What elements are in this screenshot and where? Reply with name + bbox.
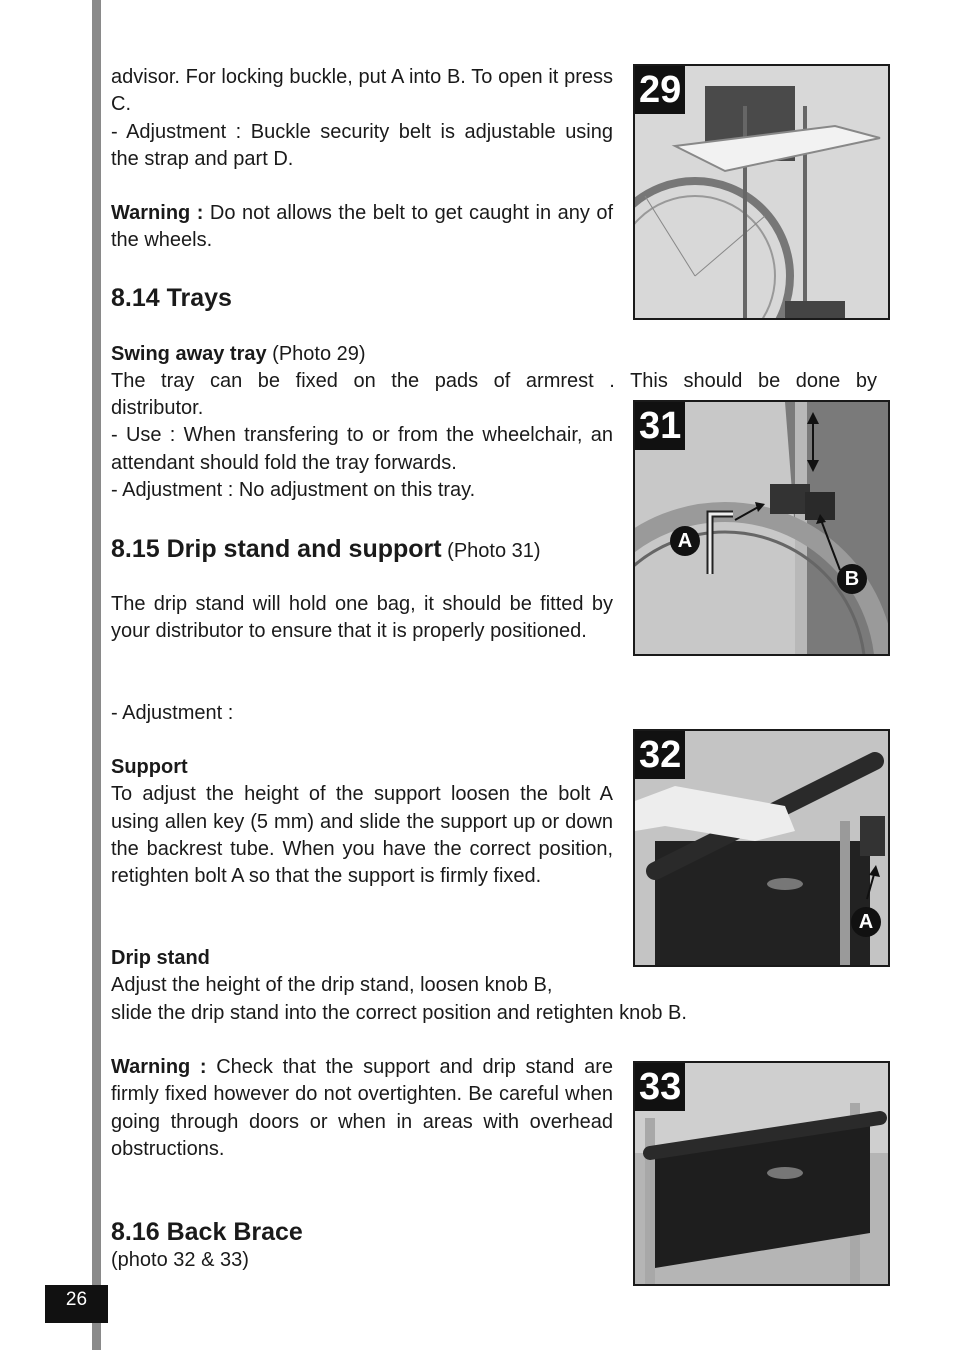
trays-wide-line: The tray can be fixed on the pads of armrest . This should be done by bbox=[111, 370, 877, 392]
trays-rest: distributor. bbox=[111, 397, 204, 419]
trays-adjustment: - Adjustment : No adjustment on this tray. bbox=[111, 478, 476, 501]
page-number: 26 bbox=[45, 1285, 108, 1323]
drip-label: Drip stand bbox=[111, 947, 210, 969]
photo-number: 29 bbox=[635, 66, 685, 114]
belt-adjust-text: - Adjustment : Buckle security belt is adjustable using the strap and part D. bbox=[111, 120, 613, 170]
paragraph-support bbox=[111, 754, 613, 890]
swing-ref: (Photo 29) bbox=[266, 343, 366, 365]
belt-lock-text: advisor. For locking buckle, put A into B. To open it press C. bbox=[111, 66, 613, 116]
photo-32 bbox=[633, 729, 890, 967]
photo-29 bbox=[633, 64, 890, 320]
warning-text: Do not allows the belt to get caught in any of the wheels. bbox=[111, 202, 614, 252]
paragraph-drip-intro: The drip stand will hold one bag, it should be fitted by your distributor to ensure that it is properly positioned. bbox=[111, 593, 613, 643]
warning-label: Warning : bbox=[111, 1056, 207, 1078]
drip-line-1: Adjust the height of the drip stand, loosen knob B, bbox=[111, 974, 553, 997]
heading-trays: 8.14 Trays bbox=[111, 284, 232, 312]
paragraph-trays bbox=[111, 395, 613, 504]
support-label: Support bbox=[111, 756, 188, 778]
callout-b: B bbox=[837, 564, 867, 594]
callout-a: A bbox=[851, 907, 881, 937]
heading-back-brace: 8.16 Back Brace bbox=[111, 1218, 303, 1246]
paragraph-warning-drip bbox=[111, 1054, 613, 1163]
paragraph-belt-lock bbox=[111, 64, 613, 173]
drip-heading-ref: (Photo 31) bbox=[441, 540, 541, 562]
swing-label: Swing away tray bbox=[111, 343, 267, 365]
photo-31 bbox=[633, 400, 890, 656]
heading-drip-stand bbox=[111, 534, 541, 566]
trays-use: - Use : When transfering to or from the wheelchair, an attendant should fold the tray forwards. bbox=[111, 424, 613, 474]
photo-number: 31 bbox=[635, 402, 685, 450]
drip-line-2: slide the drip stand into the correct position and retighten knob B. bbox=[111, 1001, 687, 1024]
warning-text: Check that the support and drip stand are firmly fixed however do not overtighten. Be careful when going through doors or when in areas with overhead obstructions. bbox=[111, 1056, 613, 1160]
callout-a: A bbox=[670, 526, 700, 556]
drip-heading-text: 8.15 Drip stand and support bbox=[111, 535, 442, 563]
photo-number: 33 bbox=[635, 1063, 685, 1111]
warning-label: Warning : bbox=[111, 202, 204, 224]
photo-number: 32 bbox=[635, 731, 685, 779]
support-text: To adjust the height of the support loosen the bolt A using allen key (5 mm) and slide the support up or down the backrest tube. When you have the correct position, retighten bolt A so that the support is firmly fixed. bbox=[111, 783, 613, 888]
back-brace-ref: (photo 32 & 33) bbox=[111, 1249, 249, 1271]
adjustment-label: - Adjustment : bbox=[111, 702, 234, 724]
photo-33 bbox=[633, 1061, 890, 1286]
paragraph-warning-belt bbox=[111, 200, 613, 255]
swing-away-line bbox=[111, 341, 613, 368]
sidebar-bar bbox=[92, 0, 101, 1350]
